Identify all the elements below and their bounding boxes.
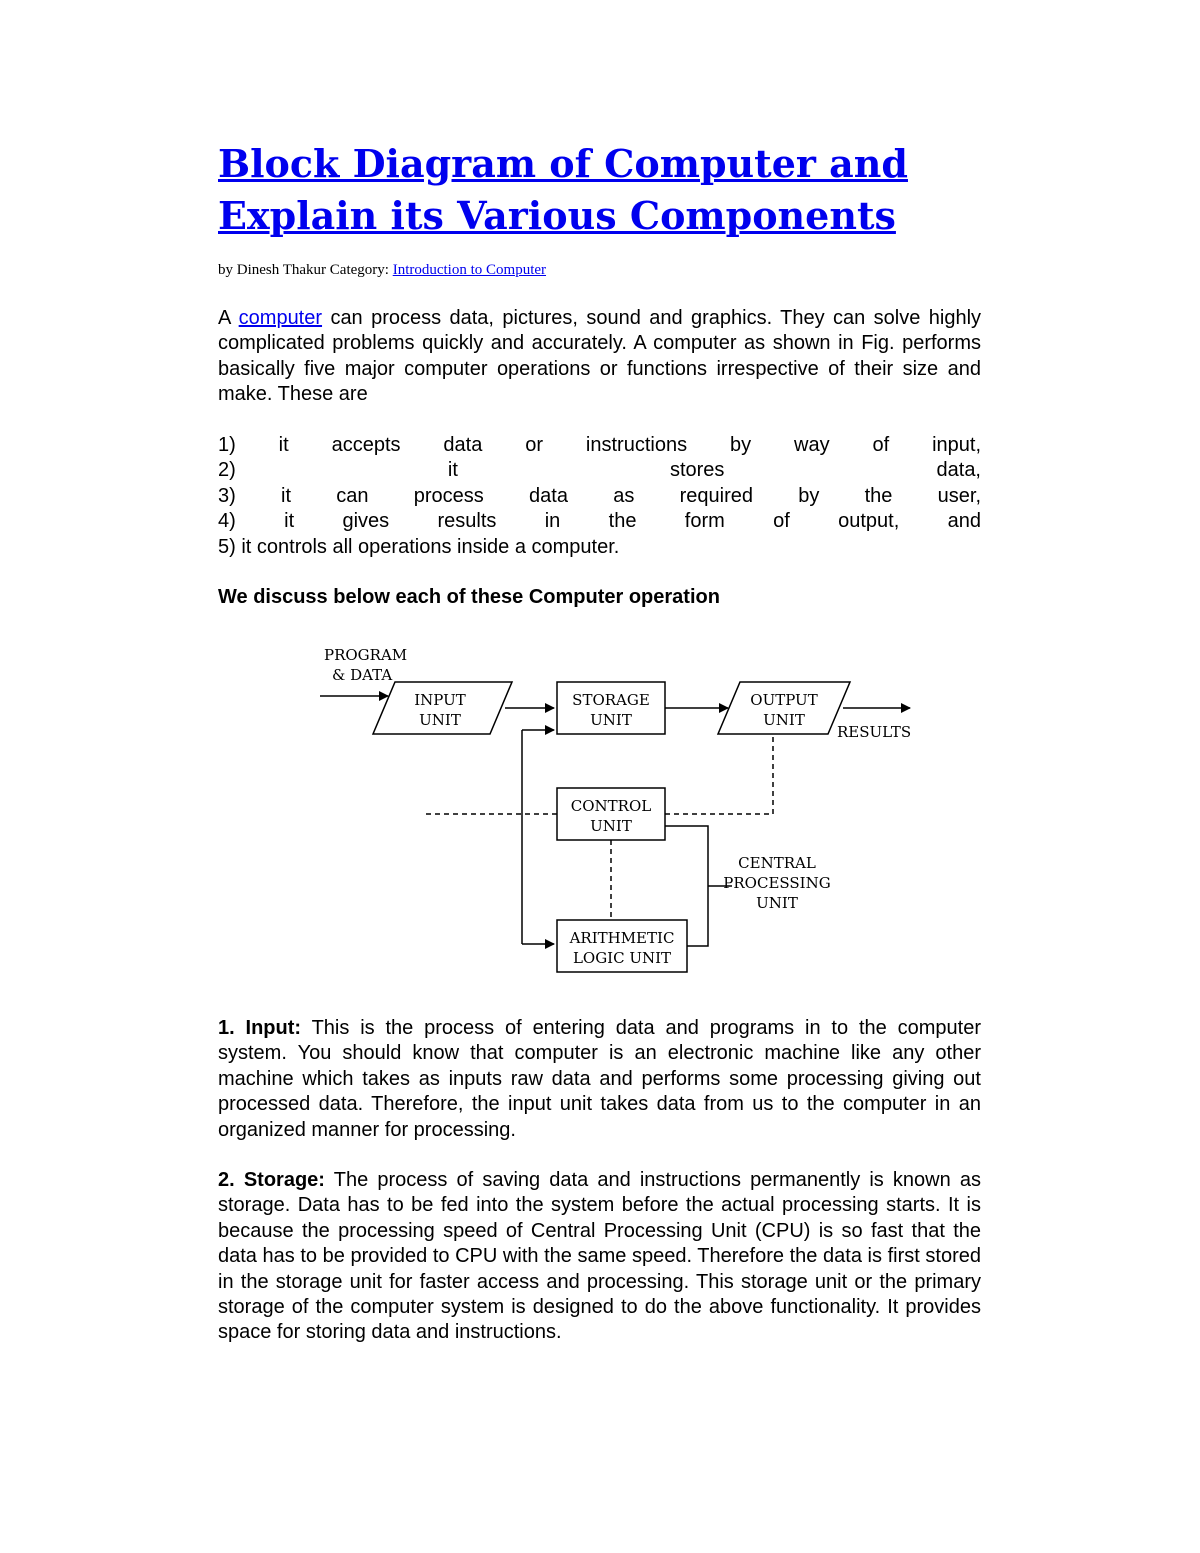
storage-section-label: 2. Storage: (218, 1169, 325, 1191)
list-item: 1) it accepts data or instructions by way of input, (218, 434, 981, 456)
control-unit-label: CONTROL (570, 797, 652, 815)
control-unit-label: UNIT (590, 817, 632, 835)
input-unit-label: UNIT (419, 711, 461, 729)
discuss-heading: We discuss below each of these Computer operation (218, 586, 720, 608)
block-diagram (300, 630, 920, 980)
input-section-label: 1. Input: (218, 1017, 302, 1039)
storage-section (218, 1168, 981, 1346)
category-link[interactable]: Introduction to Computer (392, 262, 547, 278)
list-item: 5) it controls all operations inside a computer. (218, 535, 620, 558)
list-item: 3) it can process data as required by the user, (218, 484, 981, 507)
program-data-label: & DATA (332, 666, 393, 684)
input-section (218, 1016, 981, 1143)
list-item: 2) it stores data, (218, 459, 981, 482)
storage-section-text: The process of saving data and instructions permanently is known as storage. Data has to be fed into the system before the actual processing starts. It is because the processing speed of Central Processing Unit (CPU) is so fast that the data has to be provided to CPU with the same speed. Therefore the data is first stored in the storage unit for faster access and processing. This storage unit or the primary storage of the computer system is designed to do the above functionality. It provides space for storing data and instructions. (218, 1169, 982, 1344)
computer-link[interactable]: computer (238, 307, 323, 329)
input-section-text: This is the process of entering data and programs in to the computer system. You should know that computer is an electronic machine like any other machine which takes as inputs raw data and performs some processing giving out processed data. Therefore, the input unit takes data from us to the computer in an organized manner for processing. (218, 1017, 981, 1141)
intro-text: can process data, pictures, sound and graphics. They can solve highly complicated problems quickly and accurately. A computer as shown in Fig. performs basically five major computer operations or functions irrespective of their size and make. These are (218, 307, 982, 406)
intro-before-link: A (218, 307, 231, 329)
output-unit-label: UNIT (763, 711, 805, 729)
byline-prefix: by Dinesh Thakur Category: (218, 262, 389, 278)
intro-paragraph (218, 306, 981, 408)
list-item: 4) it gives results in the form of output, and (218, 510, 981, 533)
storage-unit-label: UNIT (590, 711, 632, 729)
program-data-label: PROGRAM (324, 646, 408, 664)
input-unit-label: INPUT (414, 691, 466, 709)
results-label: RESULTS (837, 723, 912, 741)
page-title[interactable]: Block Diagram of Computer and Explain its Various Components (218, 141, 908, 238)
cpu-label: CENTRAL (738, 854, 816, 872)
storage-unit-label: STORAGE (572, 691, 650, 709)
byline (218, 260, 918, 280)
output-unit-label: OUTPUT (750, 691, 818, 709)
cpu-label: UNIT (756, 894, 798, 912)
operations-list (218, 433, 981, 560)
alu-label: ARITHMETIC (569, 929, 675, 947)
alu-label: LOGIC UNIT (572, 949, 672, 967)
cpu-label: PROCESSING (723, 874, 831, 892)
